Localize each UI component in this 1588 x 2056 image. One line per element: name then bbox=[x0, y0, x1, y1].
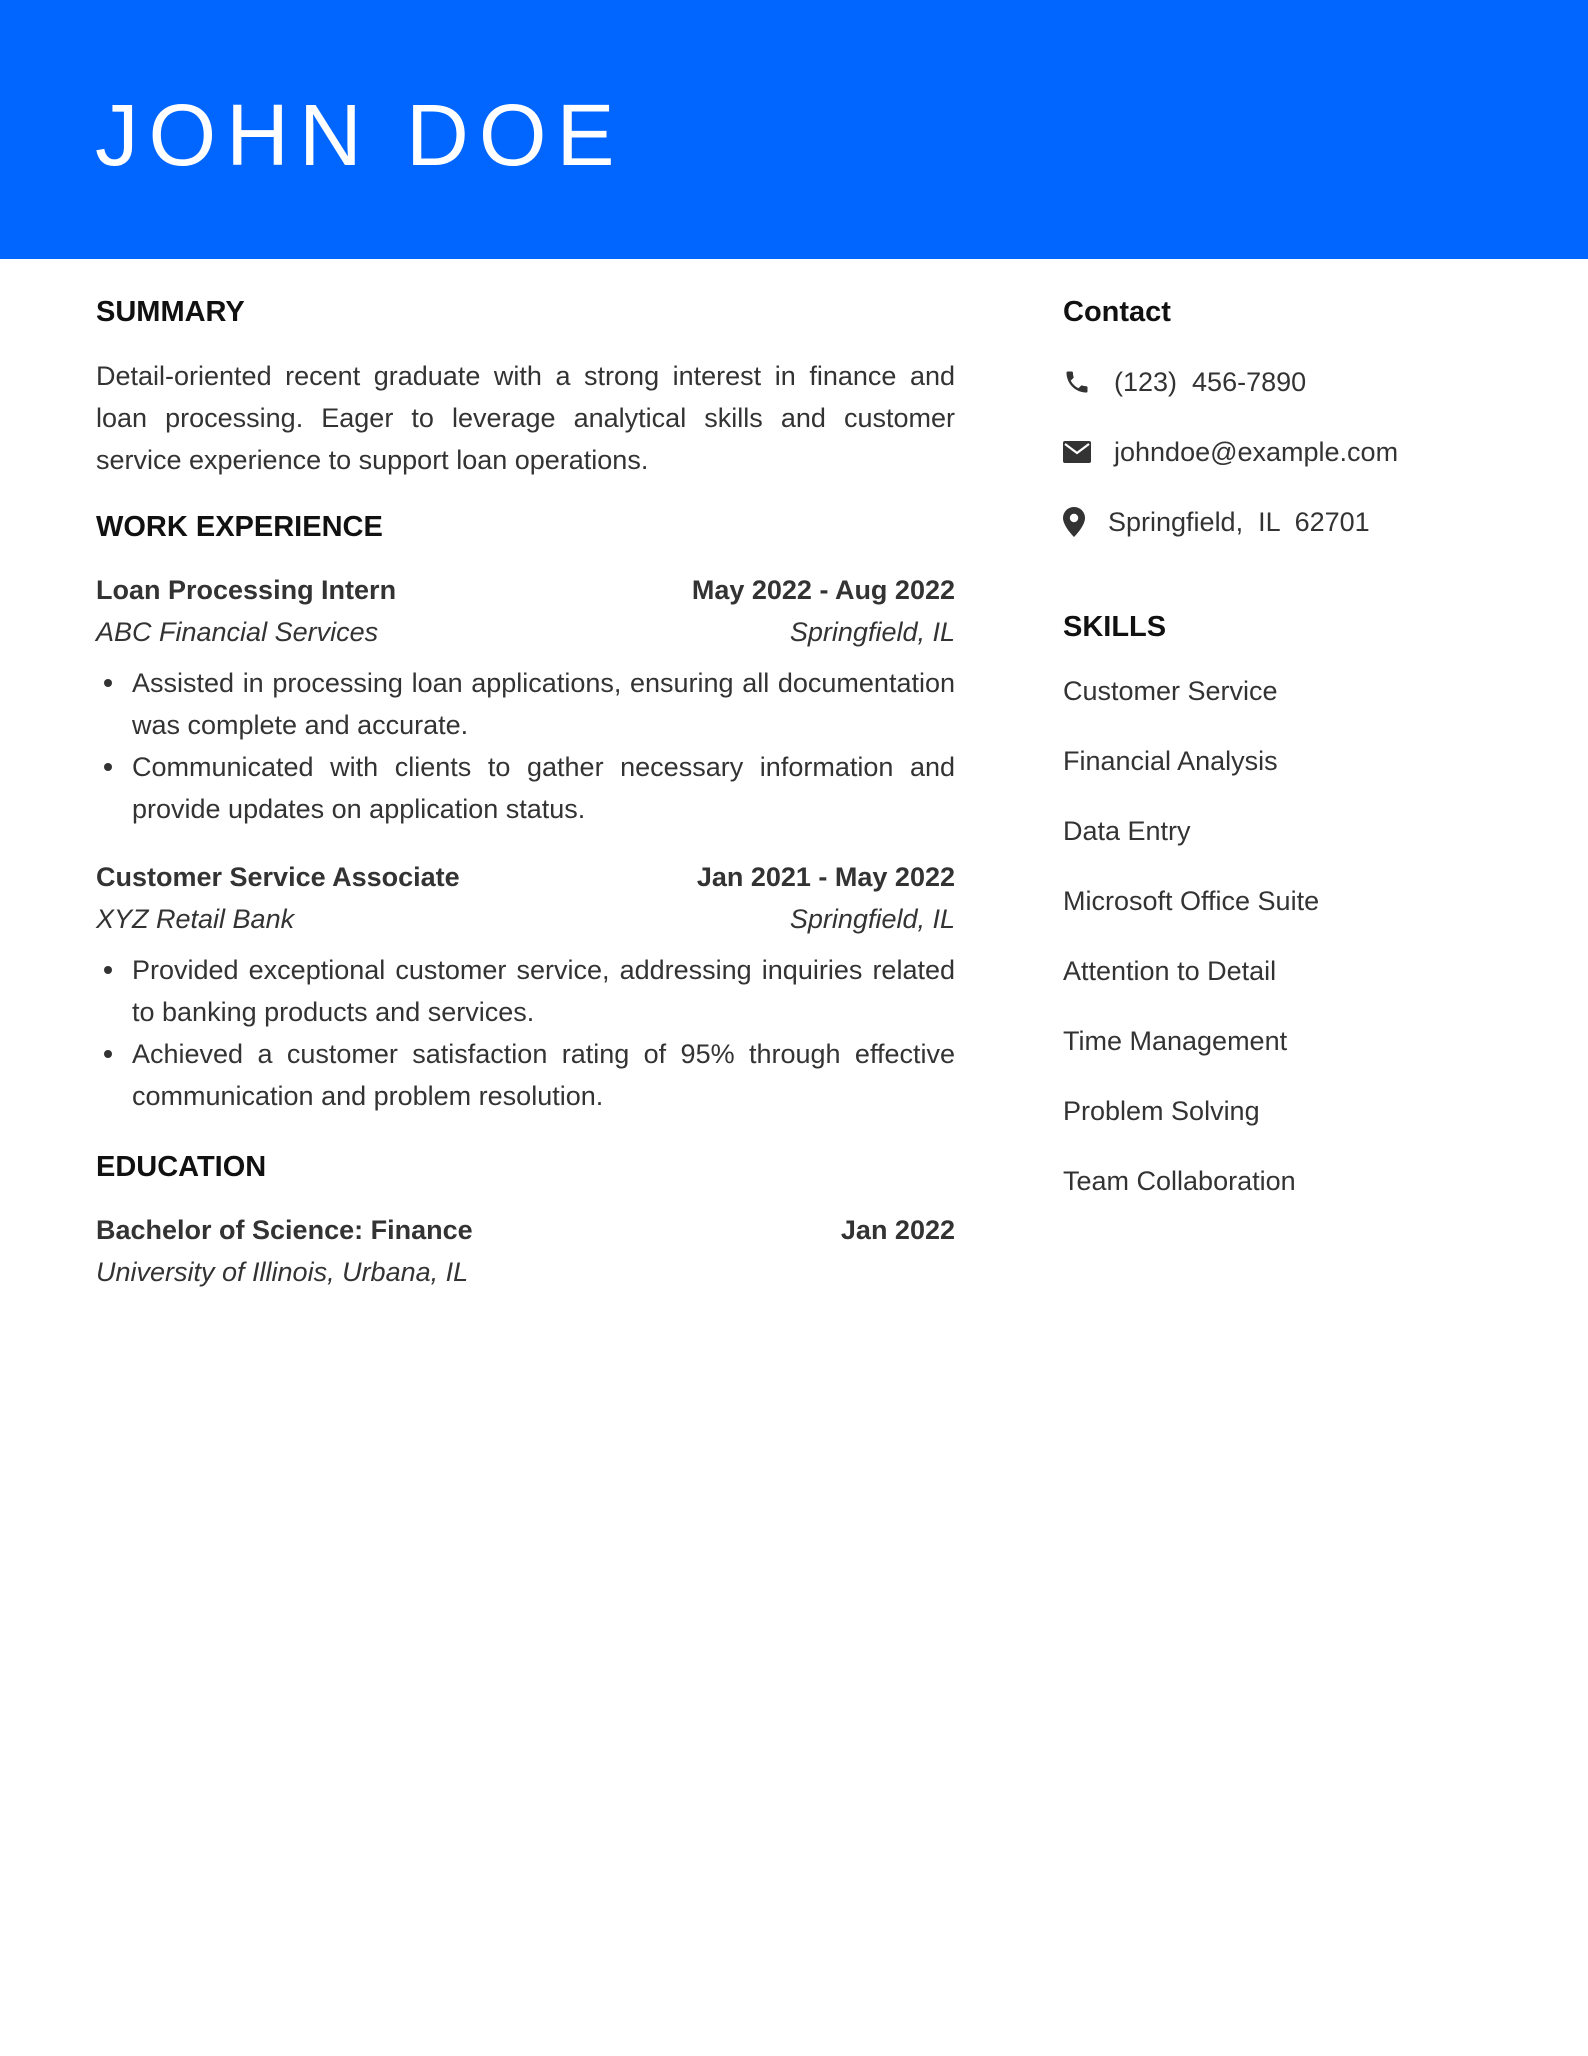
contact-email-text: johndoe@example.com bbox=[1114, 436, 1399, 467]
contact-location bbox=[1063, 501, 1503, 543]
main-column bbox=[96, 290, 955, 1293]
contact-list bbox=[1063, 361, 1503, 543]
phone-icon bbox=[1063, 361, 1114, 403]
contact-email bbox=[1063, 431, 1503, 473]
job-company: XYZ Retail Bank bbox=[96, 904, 295, 934]
summary-heading: SUMMARY bbox=[96, 296, 245, 328]
skill-item: Data Entry bbox=[1063, 816, 1191, 846]
job-entry bbox=[96, 569, 955, 830]
map-pin-icon bbox=[1063, 501, 1108, 543]
job-dates: May 2022 - Aug 2022 bbox=[691, 575, 955, 605]
header-banner bbox=[0, 0, 1588, 259]
skill-item: Microsoft Office Suite bbox=[1063, 886, 1320, 916]
education-date: Jan 2022 bbox=[840, 1215, 955, 1245]
job-bullets bbox=[96, 949, 955, 1117]
job-bullet bbox=[132, 1033, 955, 1117]
skill-item: Financial Analysis bbox=[1063, 746, 1278, 776]
education-header-row bbox=[96, 1209, 955, 1251]
summary-text: Detail-oriented recent graduate with a strong interest in finance and loan processing. Eager to leverage analytical skills and customer service experience to support loan operations. bbox=[96, 361, 955, 475]
job-bullet-text: Communicated with clients to gather necessary information and provide updates on application status. bbox=[132, 752, 955, 824]
job-bullet bbox=[132, 949, 955, 1033]
sidebar-column bbox=[1063, 290, 1503, 1230]
job-entry bbox=[96, 856, 955, 1117]
job-title: Customer Service Associate bbox=[96, 862, 460, 892]
contact-heading: Contact bbox=[1063, 296, 1171, 328]
envelope-icon bbox=[1063, 431, 1114, 473]
job-location: Springfield, IL bbox=[789, 617, 955, 647]
skill-item: Time Management bbox=[1063, 1026, 1288, 1056]
job-title: Loan Processing Intern bbox=[96, 575, 397, 605]
bullet-dot bbox=[104, 763, 112, 771]
candidate-name: JOHN DOE bbox=[95, 87, 625, 184]
job-company: ABC Financial Services bbox=[96, 617, 379, 647]
job-sub-row bbox=[96, 611, 955, 653]
job-bullet bbox=[132, 746, 955, 830]
education-entry bbox=[96, 1209, 955, 1293]
bullet-dot bbox=[104, 1050, 112, 1058]
skills-heading: SKILLS bbox=[1063, 611, 1167, 643]
contact-location-text: Springfield, IL 62701 bbox=[1108, 506, 1370, 537]
skill-item: Problem Solving bbox=[1063, 1096, 1260, 1126]
education-sub-row bbox=[96, 1251, 955, 1293]
job-bullet-text: Provided exceptional customer service, addressing inquiries related to banking products and services. bbox=[132, 955, 955, 1027]
bullet-dot bbox=[104, 966, 112, 974]
skill-item: Customer Service bbox=[1063, 676, 1278, 706]
education-degree: Bachelor of Science: Finance bbox=[96, 1215, 473, 1245]
contact-phone bbox=[1063, 361, 1503, 403]
job-dates: Jan 2021 - May 2022 bbox=[696, 862, 955, 892]
education-heading: EDUCATION bbox=[96, 1151, 267, 1183]
skill-item: Attention to Detail bbox=[1063, 956, 1277, 986]
job-sub-row bbox=[96, 898, 955, 940]
job-location: Springfield, IL bbox=[789, 904, 955, 934]
job-bullet bbox=[132, 662, 955, 746]
contact-phone-text: (123) 456-7890 bbox=[1114, 366, 1307, 397]
job-bullets bbox=[96, 662, 955, 830]
education-school: University of Illinois, Urbana, IL bbox=[96, 1257, 469, 1287]
job-bullet-text: Assisted in processing loan applications, ensuring all documentation was complete and accurate. bbox=[132, 668, 955, 740]
job-header-row bbox=[96, 856, 955, 898]
skill-item: Team Collaboration bbox=[1063, 1166, 1296, 1196]
skills-list bbox=[1063, 670, 1503, 1202]
job-header-row bbox=[96, 569, 955, 611]
work-experience-heading: WORK EXPERIENCE bbox=[96, 511, 383, 543]
bullet-dot bbox=[104, 679, 112, 687]
job-bullet-text: Achieved a customer satisfaction rating of 95% through effective communication and problem resolution. bbox=[132, 1039, 955, 1111]
